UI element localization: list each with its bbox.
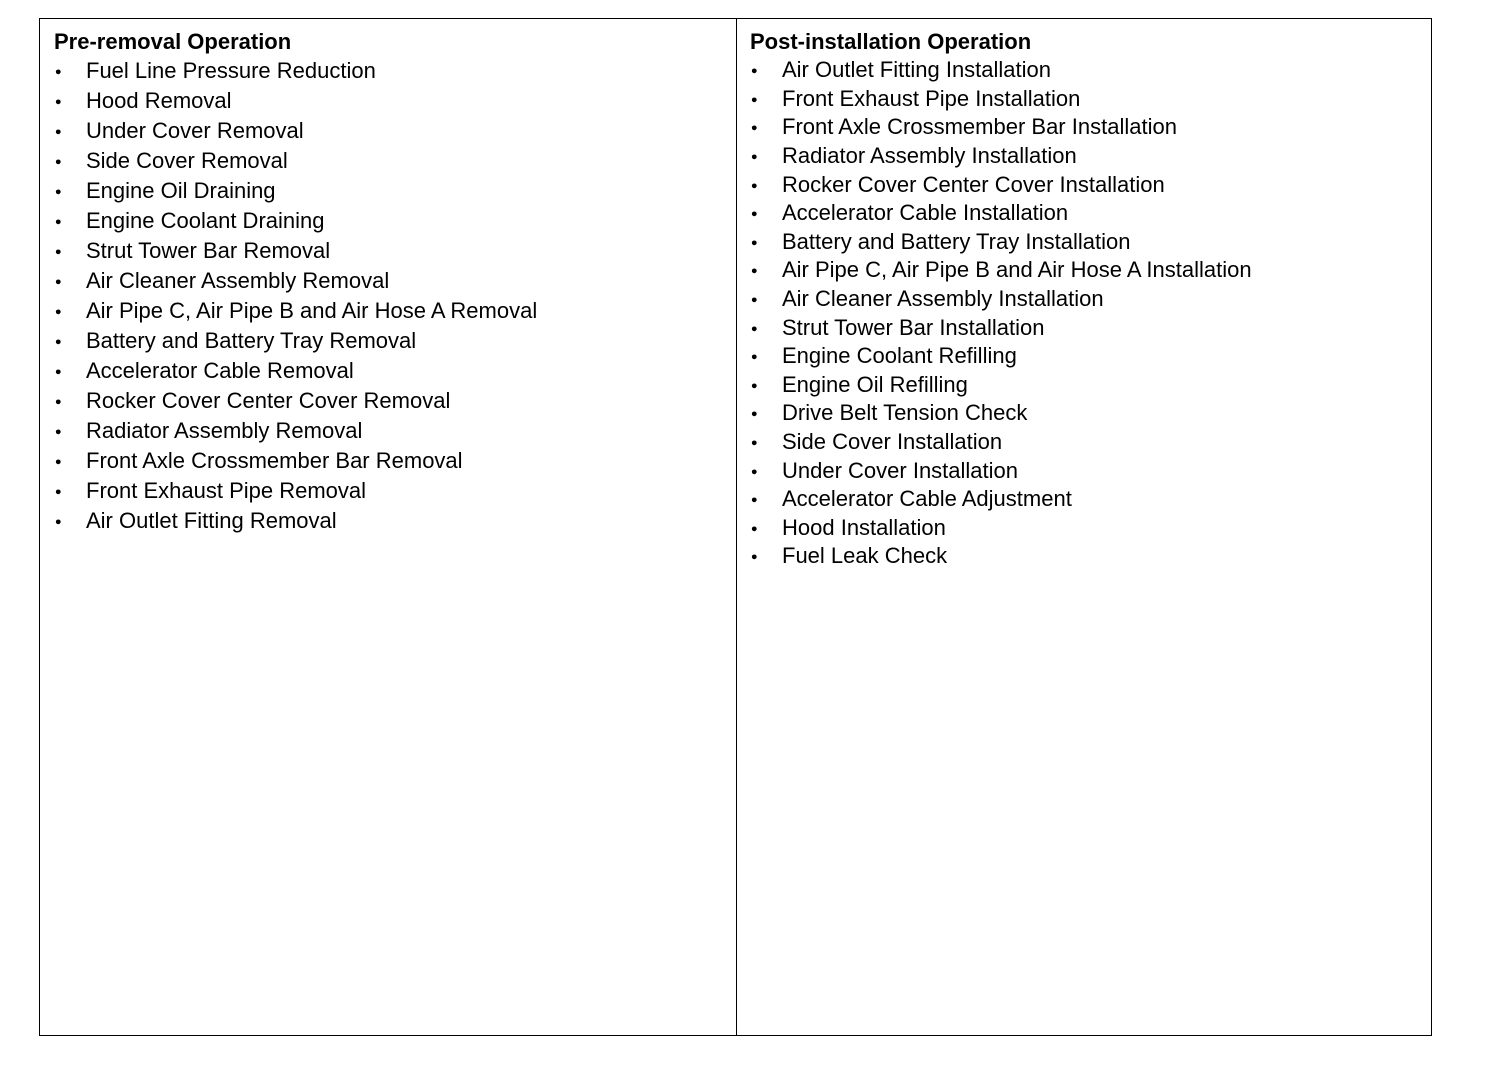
list-item [54, 146, 736, 176]
list-item [750, 285, 1431, 314]
bullet-icon [750, 406, 782, 420]
list-item [54, 236, 736, 266]
pre-removal-list [54, 56, 736, 536]
bullet-icon [54, 454, 86, 468]
bullet-icon [750, 349, 782, 363]
list-item [54, 296, 736, 326]
list-item [750, 170, 1431, 199]
bullet-icon [750, 149, 782, 163]
list-item [750, 485, 1431, 514]
list-item-text: Front Exhaust Pipe Installation [782, 85, 1081, 111]
bullet-icon [750, 464, 782, 478]
list-item-text: Side Cover Removal [86, 148, 288, 173]
list-item-text: Radiator Assembly Removal [86, 418, 363, 443]
bullet-icon [750, 206, 782, 220]
list-item [750, 85, 1431, 114]
bullet-icon [750, 321, 782, 335]
bullet-icon [54, 334, 86, 348]
list-item [54, 176, 736, 206]
list-item [750, 313, 1431, 342]
list-item-text: Rocker Cover Center Cover Installation [782, 171, 1165, 197]
bullet-icon [54, 274, 86, 288]
bullet-icon [54, 94, 86, 108]
list-item [54, 326, 736, 356]
list-item [750, 228, 1431, 257]
bullet-icon [54, 364, 86, 378]
list-item [750, 142, 1431, 171]
operations-table [39, 18, 1432, 1036]
list-item-text: Side Cover Installation [782, 429, 1003, 455]
list-item [54, 446, 736, 476]
list-item-text: Engine Coolant Refilling [782, 343, 1017, 369]
bullet-icon [750, 235, 782, 249]
bullet-icon [750, 92, 782, 106]
bullet-icon [54, 304, 86, 318]
list-item-text: Air Pipe C, Air Pipe B and Air Hose A Installation [782, 257, 1252, 283]
list-item [750, 542, 1431, 571]
list-item-text: Air Outlet Fitting Installation [782, 57, 1052, 83]
bullet-icon [750, 63, 782, 77]
list-item-text: Accelerator Cable Removal [86, 358, 354, 383]
list-item-text: Engine Coolant Draining [86, 208, 325, 233]
bullet-icon [750, 492, 782, 506]
list-item-text: Air Pipe C, Air Pipe B and Air Hose A Removal [86, 298, 538, 323]
list-item [750, 456, 1431, 485]
bullet-icon [54, 484, 86, 498]
list-item-text: Under Cover Removal [86, 118, 304, 143]
list-item-text: Hood Removal [86, 88, 232, 113]
bullet-icon [750, 120, 782, 134]
list-item-text: Air Cleaner Assembly Removal [86, 268, 390, 293]
list-item [54, 386, 736, 416]
bullet-icon [750, 549, 782, 563]
list-item [54, 86, 736, 116]
bullet-icon [750, 378, 782, 392]
list-item [54, 56, 736, 86]
bullet-icon [54, 64, 86, 78]
list-item-text: Air Cleaner Assembly Installation [782, 286, 1104, 312]
list-item-text: Battery and Battery Tray Installation [782, 228, 1131, 254]
list-item-text: Engine Oil Draining [86, 178, 276, 203]
post-installation-title: Post-installation Operation [750, 29, 1032, 54]
list-item [54, 266, 736, 296]
bullet-icon [54, 154, 86, 168]
list-item-text: Front Axle Crossmember Bar Installation [782, 114, 1177, 140]
bullet-icon [54, 214, 86, 228]
list-item [750, 342, 1431, 371]
list-item [750, 399, 1431, 428]
list-item [750, 514, 1431, 543]
list-item-text: Front Exhaust Pipe Removal [86, 478, 367, 503]
list-item-text: Air Outlet Fitting Removal [86, 508, 337, 533]
bullet-icon [750, 435, 782, 449]
list-item-text: Engine Oil Refilling [782, 371, 968, 397]
list-item-text: Under Cover Installation [782, 457, 1019, 483]
list-item [54, 206, 736, 236]
bullet-icon [54, 124, 86, 138]
list-item-text: Front Axle Crossmember Bar Removal [86, 448, 463, 473]
bullet-icon [750, 521, 782, 535]
list-item [750, 56, 1431, 85]
list-item [750, 256, 1431, 285]
list-item [54, 356, 736, 386]
list-item-text: Radiator Assembly Installation [782, 143, 1077, 169]
bullet-icon [750, 292, 782, 306]
list-item-text: Strut Tower Bar Removal [86, 238, 331, 263]
pre-removal-title: Pre-removal Operation [54, 29, 292, 54]
list-item [750, 428, 1431, 457]
list-item [54, 506, 736, 536]
list-item-text: Battery and Battery Tray Removal [86, 328, 417, 353]
pre-removal-column [40, 19, 737, 1035]
bullet-icon [54, 394, 86, 408]
list-item-text: Hood Installation [782, 514, 946, 540]
bullet-icon [54, 424, 86, 438]
list-item [54, 416, 736, 446]
list-item [54, 476, 736, 506]
list-item-text: Fuel Leak Check [782, 543, 948, 569]
post-installation-column [737, 19, 1431, 1035]
post-installation-list [750, 56, 1431, 571]
list-item-text: Rocker Cover Center Cover Removal [86, 388, 451, 413]
bullet-icon [54, 514, 86, 528]
bullet-icon [750, 263, 782, 277]
list-item [750, 199, 1431, 228]
list-item [750, 371, 1431, 400]
list-item [750, 113, 1431, 142]
bullet-icon [54, 244, 86, 258]
bullet-icon [54, 184, 86, 198]
list-item-text: Strut Tower Bar Installation [782, 314, 1045, 340]
list-item [54, 116, 736, 146]
list-item-text: Fuel Line Pressure Reduction [86, 58, 376, 83]
list-item-text: Drive Belt Tension Check [782, 400, 1028, 426]
list-item-text: Accelerator Cable Installation [782, 200, 1069, 226]
bullet-icon [750, 178, 782, 192]
list-item-text: Accelerator Cable Adjustment [782, 486, 1072, 512]
